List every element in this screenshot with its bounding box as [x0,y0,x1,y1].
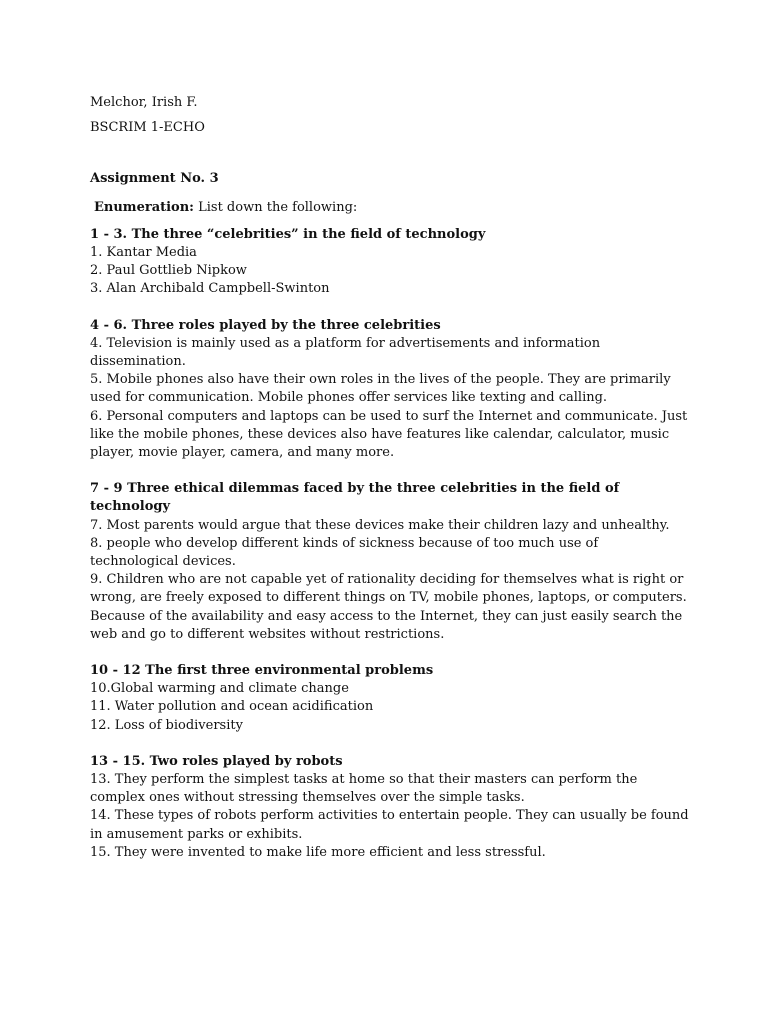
section-roles [90,317,690,463]
instruction-line [90,199,690,217]
section-ethical-dilemmas [90,480,690,644]
section-heading: 13 - 15. Two roles played by robots [90,753,343,769]
list-item: 12. Loss of biodiversity [90,717,243,733]
section-robot-roles [90,753,690,862]
list-item: 9. Children who are not capable yet of rationality deciding for themselves what is right or wrong, are freely exposed to different things on TV, mobile phones, laptops, or computers. Because of the availability and easy access to the Internet, they can just easily search the web and go to different websites without restrictions. [90,572,687,642]
list-item: 1. Kantar Media [90,244,197,260]
section-environmental-problems [90,662,690,735]
student-name: Melchor, Irish F. [90,95,198,110]
section-celebrities [90,226,690,299]
list-item: 2. Paul Gottlieb Nipkow [90,263,247,279]
list-item: 10.Global warming and climate change [90,681,349,697]
list-item: 14. These types of robots perform activities to entertain people. They can usually be found in amusement parks or exhibits. [90,808,689,842]
section-heading: 4 - 6. Three roles played by the three celebrities [90,317,441,333]
list-item: 5. Mobile phones also have their own roles in the lives of the people. They are primarily used for communication. Mobile phones offer services like texting and calling. [90,372,671,406]
instruction-label: Enumeration: [94,199,194,215]
instruction-text: List down the following: [193,199,358,215]
list-item: 7. Most parents would argue that these devices make their children lazy and unhealthy. [90,517,670,533]
list-item: 4. Television is mainly used as a platform for advertisements and information dissemination. [90,335,601,369]
section-heading: 1 - 3. The three “celebrities” in the field of technology [90,226,486,242]
list-item: 15. They were invented to make life more efficient and less stressful. [90,844,546,860]
list-item: 13. They perform the simplest tasks at home so that their masters can perform the complex ones without stressing themselves over the simple tasks. [90,772,638,806]
assignment-title: Assignment No. 3 [90,171,219,187]
list-item: 3. Alan Archibald Campbell-Swinton [90,281,330,297]
section-heading: 7 - 9 Three ethical dilemmas faced by the three celebrities in the field of technology [90,481,620,515]
course-section: BSCRIM 1-ECHO [90,120,205,136]
list-item: 6. Personal computers and laptops can be used to surf the Internet and communicate. Just like the mobile phones, these devices also have features like calendar, calculator, music player, movie player, camera, and many more. [90,408,688,460]
document-page [90,94,690,862]
list-item: 11. Water pollution and ocean acidification [90,699,374,715]
list-item: 8. people who develop different kinds of sickness because of too much use of technological devices. [90,535,599,570]
section-heading: 10 - 12 The first three environmental problems [90,663,434,679]
